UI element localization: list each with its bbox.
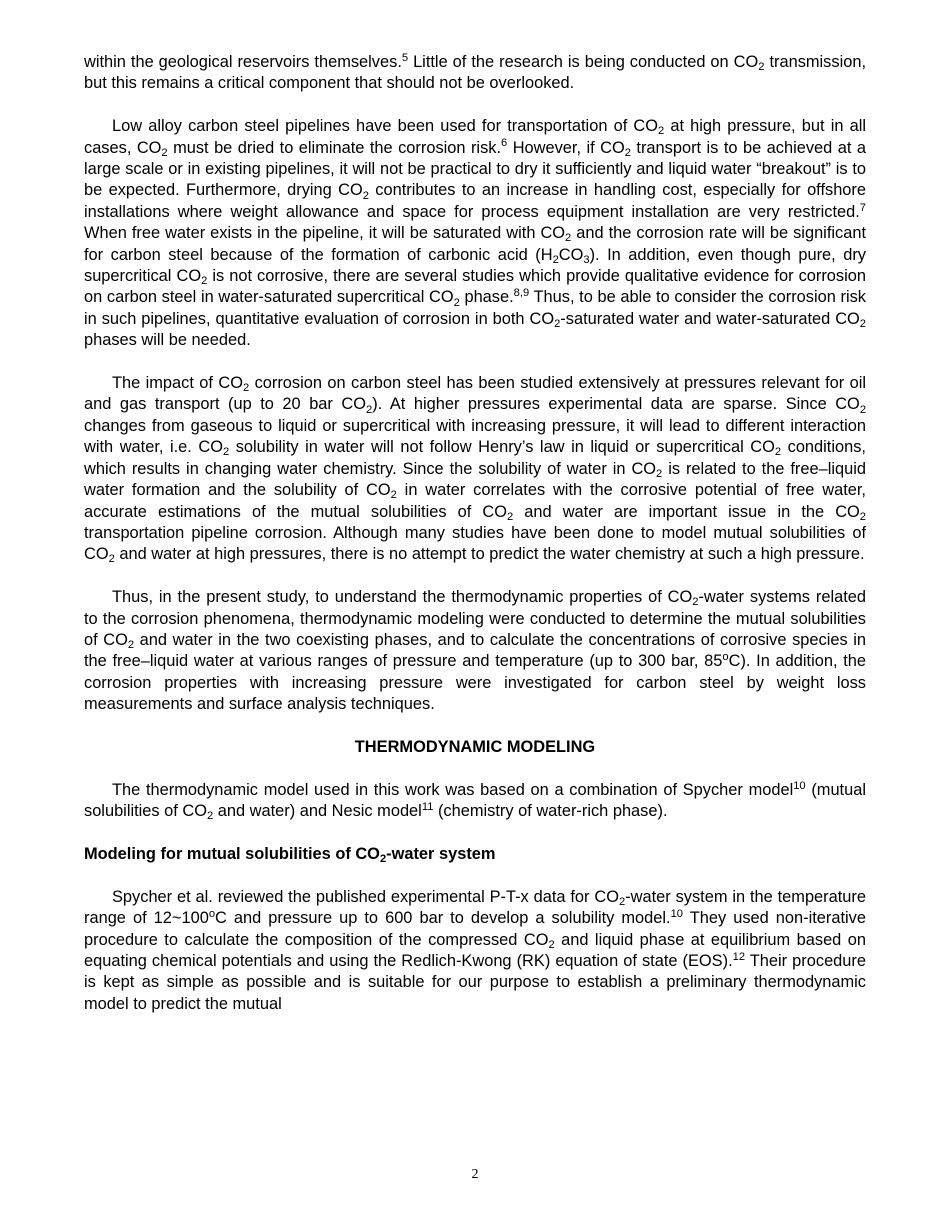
paragraph-present-study: Thus, in the present study, to understand the thermodynamic properties of $CO_2$-water systems related to the corrosion phenomena, thermodynamic modeling were conducted to determine the mutual solubilities of $CO_2$ and water in the two coexisting phases, and to calculate the concentrations of corrosive species in the free–liquid water at various ranges of pressure and temperature (up to 300 bar, 85$^o$C). In addition, the corrosion properties with increasing pressure were investigated for carbon steel by weight loss measurements and surface analysis techniques. — [84, 588, 867, 714]
paragraph-gap — [84, 95, 866, 116]
paragraph-gap — [84, 865, 866, 886]
citation: 8,9 — [513, 287, 530, 300]
paragraph-gap — [84, 566, 866, 587]
paragraph-impact: The impact of $CO_2$ corrosion on carbon steel has been studied extensively at pressures relevant for oil and gas transport (up to 20 bar $CO_2$). At higher pressures experimental data are sparse. Since $CO_2$ changes from gaseous to liquid or supercritical with increasing pressure, it will lead to different interaction with water, i.e. $CO_2$ solubility in water will not follow Henry’s law in liquid or supercritical $CO_2$ conditions, which results in changing water chemistry. Since the solubility of water in $CO_2$ is related to the free–liquid water formation and the solubility of $CO_2$ in water correlates with the corrosive potential of free water, accurate estimations of the mutual solubilities of $CO_2$ and water are important issue in the $CO_2$ transportation pipeline corrosion. Although many studies have been done to model mutual solubilities of $CO_2$ and water at high pressures, there is no attempt to predict the water chemistry at such a high pressure. — [84, 374, 867, 566]
paragraph-pipelines: Low alloy carbon steel pipelines have been used for transportation of $CO_2$ at high pressure, but in all cases, $CO_2$ must be dried to eliminate the corrosion risk.$^6$ However, if $CO_2$ transport is to be achieved at a large scale or in existing pipelines, it will not be practical to dry it sufficiently and liquid water “breakout” is to be expected. Furthermore, drying $CO_2$ contributes to an increase in handling cost, especially for offshore installations where weight allowance and space for process equipment installation are very restricted.$^7$ When free water exists in the pipeline, it will be saturated with $CO_2$ and the corrosion rate will be significant for carbon steel because of the formation of carbonic acid $(H_2CO_3)$. In addition, even though pure, dry supercritical $CO_2$ is not corrosive, there are several studies which provide qualitative evidence for corrosion on carbon steel in water-saturated supercritical $CO_2$ phase.$^{8,9}$ Thus, to be able to consider the corrosion risk in such pipelines, quantitative evaluation of corrosion in both $CO_2$-saturated water and water-saturated $CO_2$ phases will be needed. — [84, 117, 866, 350]
paragraph-gap — [84, 716, 866, 737]
citation: 5 — [401, 51, 409, 64]
paragraph-gap — [84, 823, 866, 844]
document-page — [84, 52, 866, 1015]
citation: 11 — [421, 801, 434, 814]
citation: 6 — [501, 137, 508, 150]
citation: 7 — [859, 201, 866, 214]
paragraph-continuation: within the geological reservoirs themselves.$^5$ Little of the research is being conducted on $CO_2$ transmission, but this remains a critical component that should not be overlooked. — [84, 51, 866, 93]
citation: 12 — [732, 950, 746, 963]
paragraph-gap — [84, 758, 866, 779]
paragraph-model: The thermodynamic model used in this work was based on a combination of Spycher model$^{10}$ (mutual solubilities of $CO_2$ and water) and Nesic model$^{11}$ (chemistry of water-rich phase). — [84, 779, 866, 823]
section-heading: THERMODYNAMIC MODELING — [354, 737, 596, 756]
page-number: 2 — [471, 1167, 479, 1182]
paragraph-spycher: Spycher et al. reviewed the published experimental P-T-x data for $CO_2$-water system in the temperature range of 12~100$^o$C and pressure up to 600 bar to develop a solubility model.$^{10}$ They used non-iterative procedure to calculate the composition of the compressed $CO_2$ and liquid phase at equilibrium based on equating chemical potentials and using the Redlich-Kwong (RK) equation of state (EOS).$^{12}$ Their procedure is kept as simple as possible and is suitable for our purpose to establish a preliminary thermodynamic model to predict the mutual — [84, 887, 866, 1013]
paragraph-gap — [84, 352, 866, 373]
citation: 10 — [793, 779, 806, 792]
subsection-heading: Modeling for mutual solubilities of $CO_2$-water system — [84, 844, 496, 866]
citation: 10 — [670, 908, 683, 921]
